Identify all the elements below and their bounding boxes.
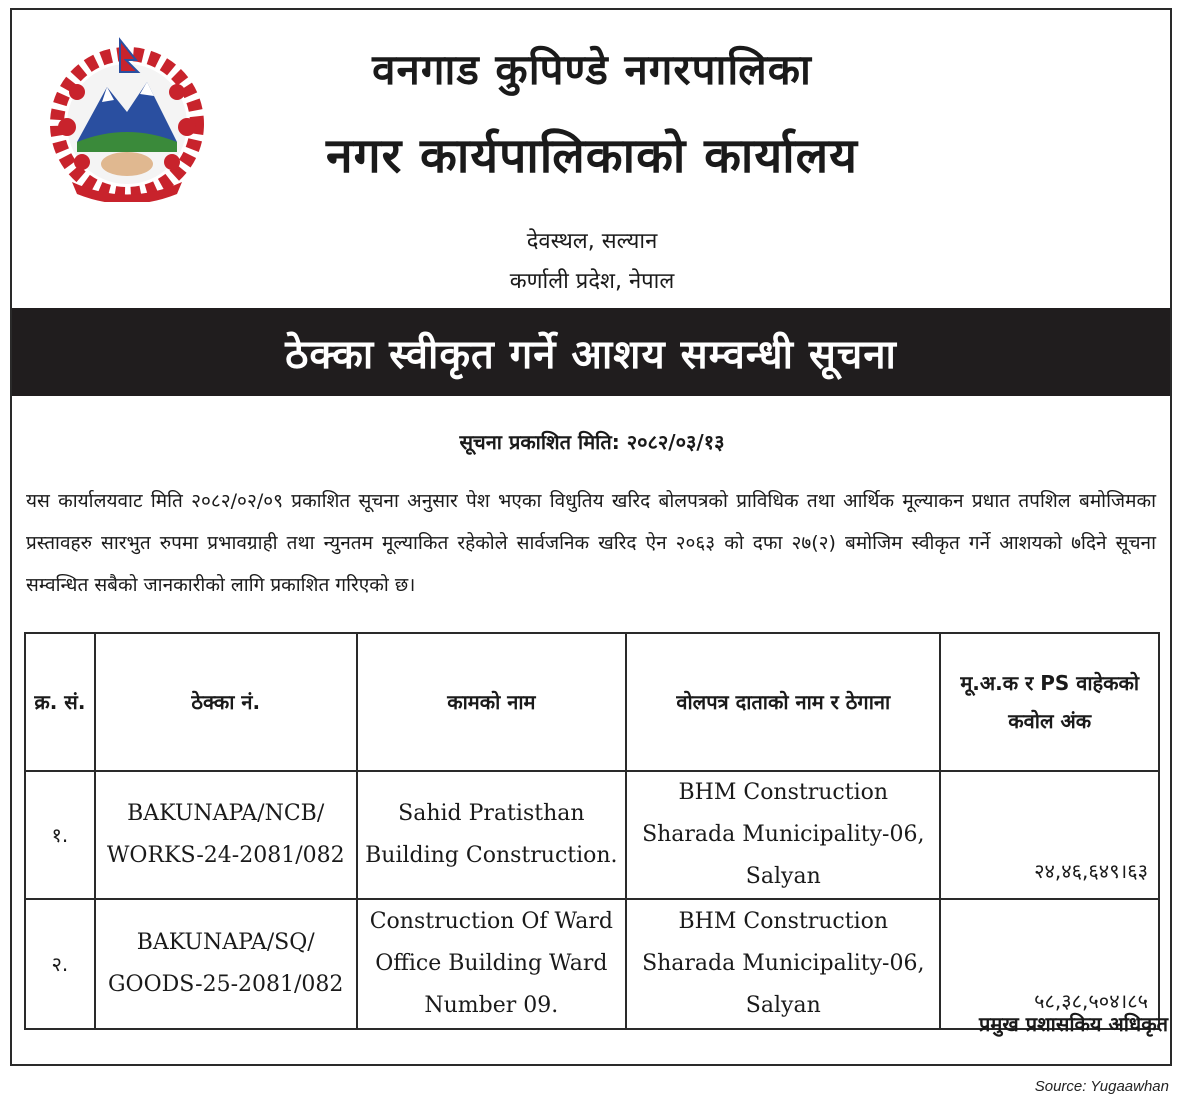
table-header-row (25, 633, 1159, 771)
address-line-2: कर्णाली प्रदेश, नेपाल (509, 269, 675, 294)
header-contract-no: ठेक्का नं. (95, 633, 357, 771)
cell-contract-no: BAKUNAPA/NCB/ WORKS-24-2081/082 (95, 771, 357, 899)
nepal-government-emblem-icon (42, 32, 212, 202)
notice-title-banner: ठेक्का स्वीकृत गर्ने आशय सम्वन्धी सूचना (12, 308, 1170, 396)
cell-work-name: Construction Of Ward Office Building Ward Number 09. (357, 899, 627, 1029)
org-name: वनगाड कुपिण्डे नगरपालिका (372, 45, 812, 94)
notice-frame (10, 8, 1172, 1066)
header-bidder: वोलपत्र दाताको नाम र ठेगाना (626, 633, 940, 771)
publish-date: सूचना प्रकाशित मिति: २०८२/०३/१३ (459, 430, 725, 454)
cell-serial: १. (25, 771, 95, 899)
address-line-1: देवस्थल, सल्यान (526, 229, 658, 254)
contract-table (24, 632, 1160, 1030)
header-amount: मू.अ.क र PS वाहेकको कवोल अंक (940, 633, 1159, 771)
cell-bidder: BHM Construction Sharada Municipality-06, Salyan (626, 771, 940, 899)
notice-body: यस कार्यालयवाट मिति २०८२/०२/०९ प्रकाशित सूचना अनुसार पेश भएका विधुतिय खरिद बोलपत्रको प्राविधिक तथा आर्थिक मूल्याकन प्रधात तपशिल बमोजिमका प्रस्तावहरु सारभुत रुपमा प्रभावग्राही तथा न्युनतम मूल्याकित रहेकोले सार्वजनिक खरिद ऐन २०६३ को दफा २७(२) बमोजिम स्वीकृत गर्ने आशयको ७दिने सूचना सम्वन्धित सबैको जानकारीको लागि प्रकाशित गरिएको छ। (26, 490, 1156, 596)
header-serial: क्र. सं. (25, 633, 95, 771)
table-row (25, 771, 1159, 899)
source-credit: Source: Yugaawhan (1034, 1078, 1169, 1095)
signatory: प्रमुख प्रशासकिय अधिकृत (979, 1012, 1168, 1036)
cell-work-name: Sahid Pratisthan Building Construction. (357, 771, 627, 899)
header-work-name: कामको नाम (357, 633, 627, 771)
cell-bidder: BHM Construction Sharada Municipality-06, Salyan (626, 899, 940, 1029)
cell-amount: २४,४६,६४९।६३ (940, 771, 1159, 899)
cell-contract-no: BAKUNAPA/SQ/ GOODS-25-2081/082 (95, 899, 357, 1029)
cell-amount: ५८,३८,५०४।८५ (940, 899, 1159, 1029)
cell-serial: २. (25, 899, 95, 1029)
office-name: नगर कार्यपालिकाको कार्यालय (325, 128, 859, 184)
